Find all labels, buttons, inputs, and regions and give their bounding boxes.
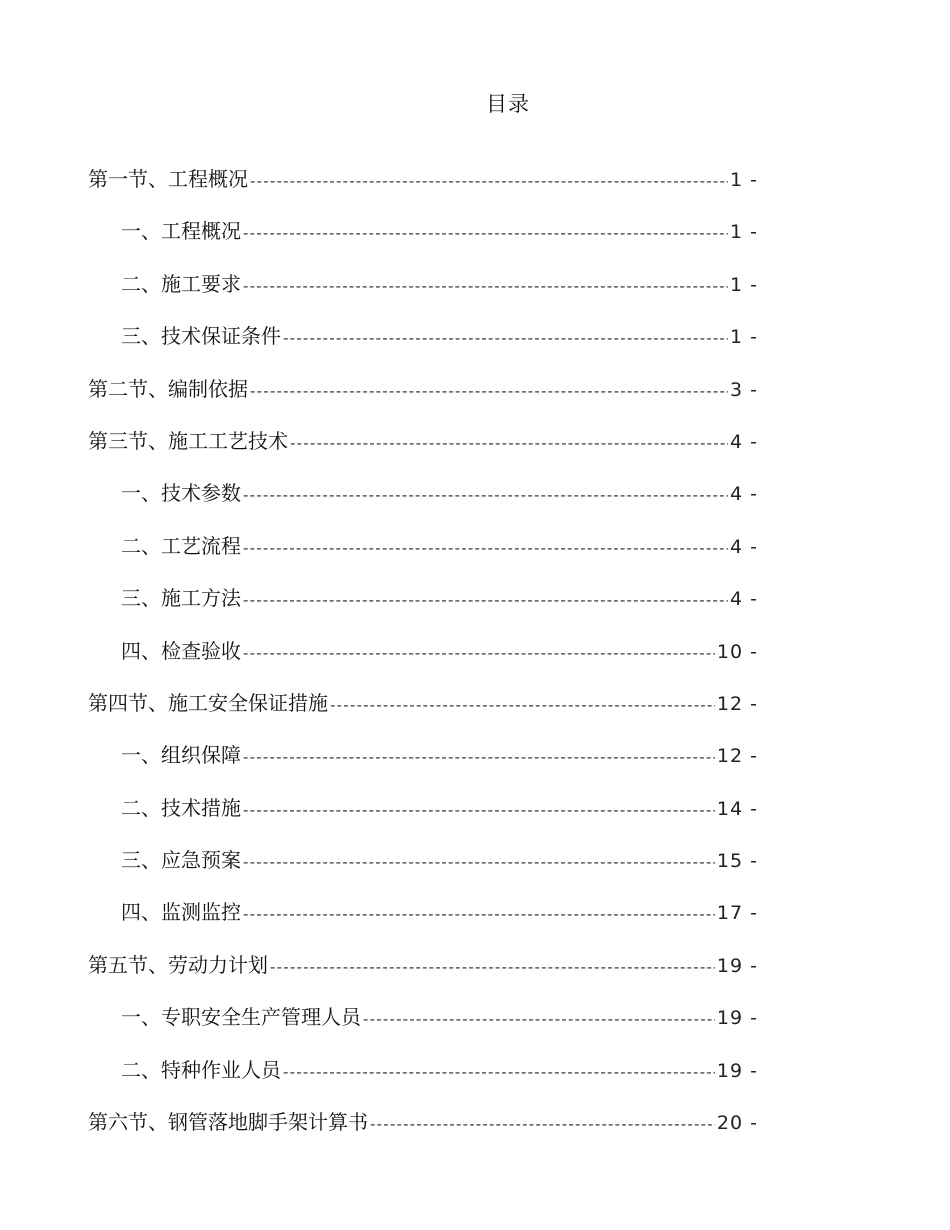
toc-dot-leader [243, 792, 715, 828]
toc-dot-leader [243, 582, 728, 618]
table-of-contents [88, 161, 758, 1156]
toc-entry-label: 一、组织保障 [121, 743, 241, 768]
toc-entry-label: 第六节、钢管落地脚手架计算书 [88, 1110, 368, 1135]
toc-title: 目录 [486, 92, 530, 116]
toc-entry-label: 三、技术保证条件 [121, 324, 281, 349]
toc-entry-page-number: 4 - [730, 535, 758, 558]
toc-entry-page-number: 1 - [730, 326, 758, 349]
toc-entry[interactable] [88, 161, 758, 213]
toc-entry-label: 四、检查验收 [121, 638, 241, 663]
toc-entry-page-number: 4 - [730, 588, 758, 611]
toc-dot-leader [243, 896, 715, 932]
toc-entry-page-number: 12 - [716, 745, 758, 768]
toc-entry[interactable] [88, 894, 758, 946]
toc-dot-leader [363, 1001, 715, 1037]
toc-entry-label: 一、专职安全生产管理人员 [121, 1005, 361, 1030]
toc-dot-leader [283, 1054, 715, 1090]
toc-dot-leader [243, 739, 715, 775]
toc-dot-leader [243, 268, 728, 304]
toc-entry-page-number: 12 - [716, 692, 758, 715]
toc-entry[interactable] [88, 528, 758, 580]
toc-entry[interactable] [88, 737, 758, 789]
toc-entry[interactable] [88, 371, 758, 423]
toc-entry-label: 二、工艺流程 [121, 533, 241, 558]
toc-entry[interactable] [88, 790, 758, 842]
toc-entry-page-number: 19 - [716, 1059, 758, 1082]
toc-entry[interactable] [88, 842, 758, 894]
toc-entry-page-number: 10 - [716, 640, 758, 663]
toc-dot-leader [250, 373, 728, 409]
toc-entry-label: 第四节、施工安全保证措施 [88, 690, 328, 715]
toc-entry-label: 第一节、工程概况 [88, 167, 248, 191]
toc-entry[interactable] [88, 318, 758, 370]
toc-entry-label: 二、特种作业人员 [121, 1057, 281, 1082]
toc-entry-label: 三、应急预案 [121, 848, 241, 873]
toc-entry-page-number: 4 - [730, 483, 758, 506]
toc-entry-page-number: 20 - [716, 1112, 758, 1135]
toc-dot-leader [250, 163, 728, 199]
toc-entry[interactable] [88, 213, 758, 265]
toc-dot-leader [283, 320, 728, 356]
toc-entry-page-number: 1 - [730, 169, 758, 191]
toc-dot-leader [243, 215, 728, 251]
toc-dot-leader [290, 425, 728, 461]
toc-entry[interactable] [88, 685, 758, 737]
toc-entry-page-number: 1 - [730, 273, 758, 296]
toc-dot-leader [243, 635, 715, 671]
toc-dot-leader [243, 844, 715, 880]
toc-entry[interactable] [88, 580, 758, 632]
toc-entry-page-number: 14 - [716, 797, 758, 820]
toc-entry[interactable] [88, 475, 758, 527]
toc-entry-page-number: 15 - [716, 850, 758, 873]
toc-entry[interactable] [88, 1104, 758, 1156]
toc-entry-label: 第二节、编制依据 [88, 376, 248, 401]
toc-entry-label: 第五节、劳动力计划 [88, 952, 268, 977]
toc-entry-page-number: 19 - [716, 954, 758, 977]
toc-dot-leader [270, 949, 715, 985]
toc-entry-page-number: 1 - [730, 221, 758, 244]
toc-entry[interactable] [88, 1052, 758, 1104]
toc-dot-leader [370, 1106, 715, 1142]
toc-entry-page-number: 17 - [716, 902, 758, 925]
toc-entry[interactable] [88, 633, 758, 685]
toc-entry-page-number: 3 - [730, 378, 758, 401]
toc-dot-leader [243, 477, 728, 513]
toc-entry[interactable] [88, 423, 758, 475]
toc-dot-leader [243, 530, 728, 566]
toc-entry-label: 一、工程概况 [121, 219, 241, 244]
toc-entry[interactable] [88, 266, 758, 318]
toc-entry-label: 二、技术措施 [121, 795, 241, 820]
toc-dot-leader [330, 687, 715, 723]
toc-entry[interactable] [88, 947, 758, 999]
toc-entry-page-number: 19 - [716, 1007, 758, 1030]
toc-entry-label: 一、技术参数 [121, 481, 241, 506]
toc-entry-page-number: 4 - [730, 430, 758, 453]
toc-entry-label: 第三节、施工工艺技术 [88, 428, 288, 453]
toc-entry-label: 三、施工方法 [121, 586, 241, 611]
toc-entry[interactable] [88, 999, 758, 1051]
toc-entry-label: 四、监测监控 [121, 900, 241, 925]
toc-entry-label: 二、施工要求 [121, 271, 241, 296]
